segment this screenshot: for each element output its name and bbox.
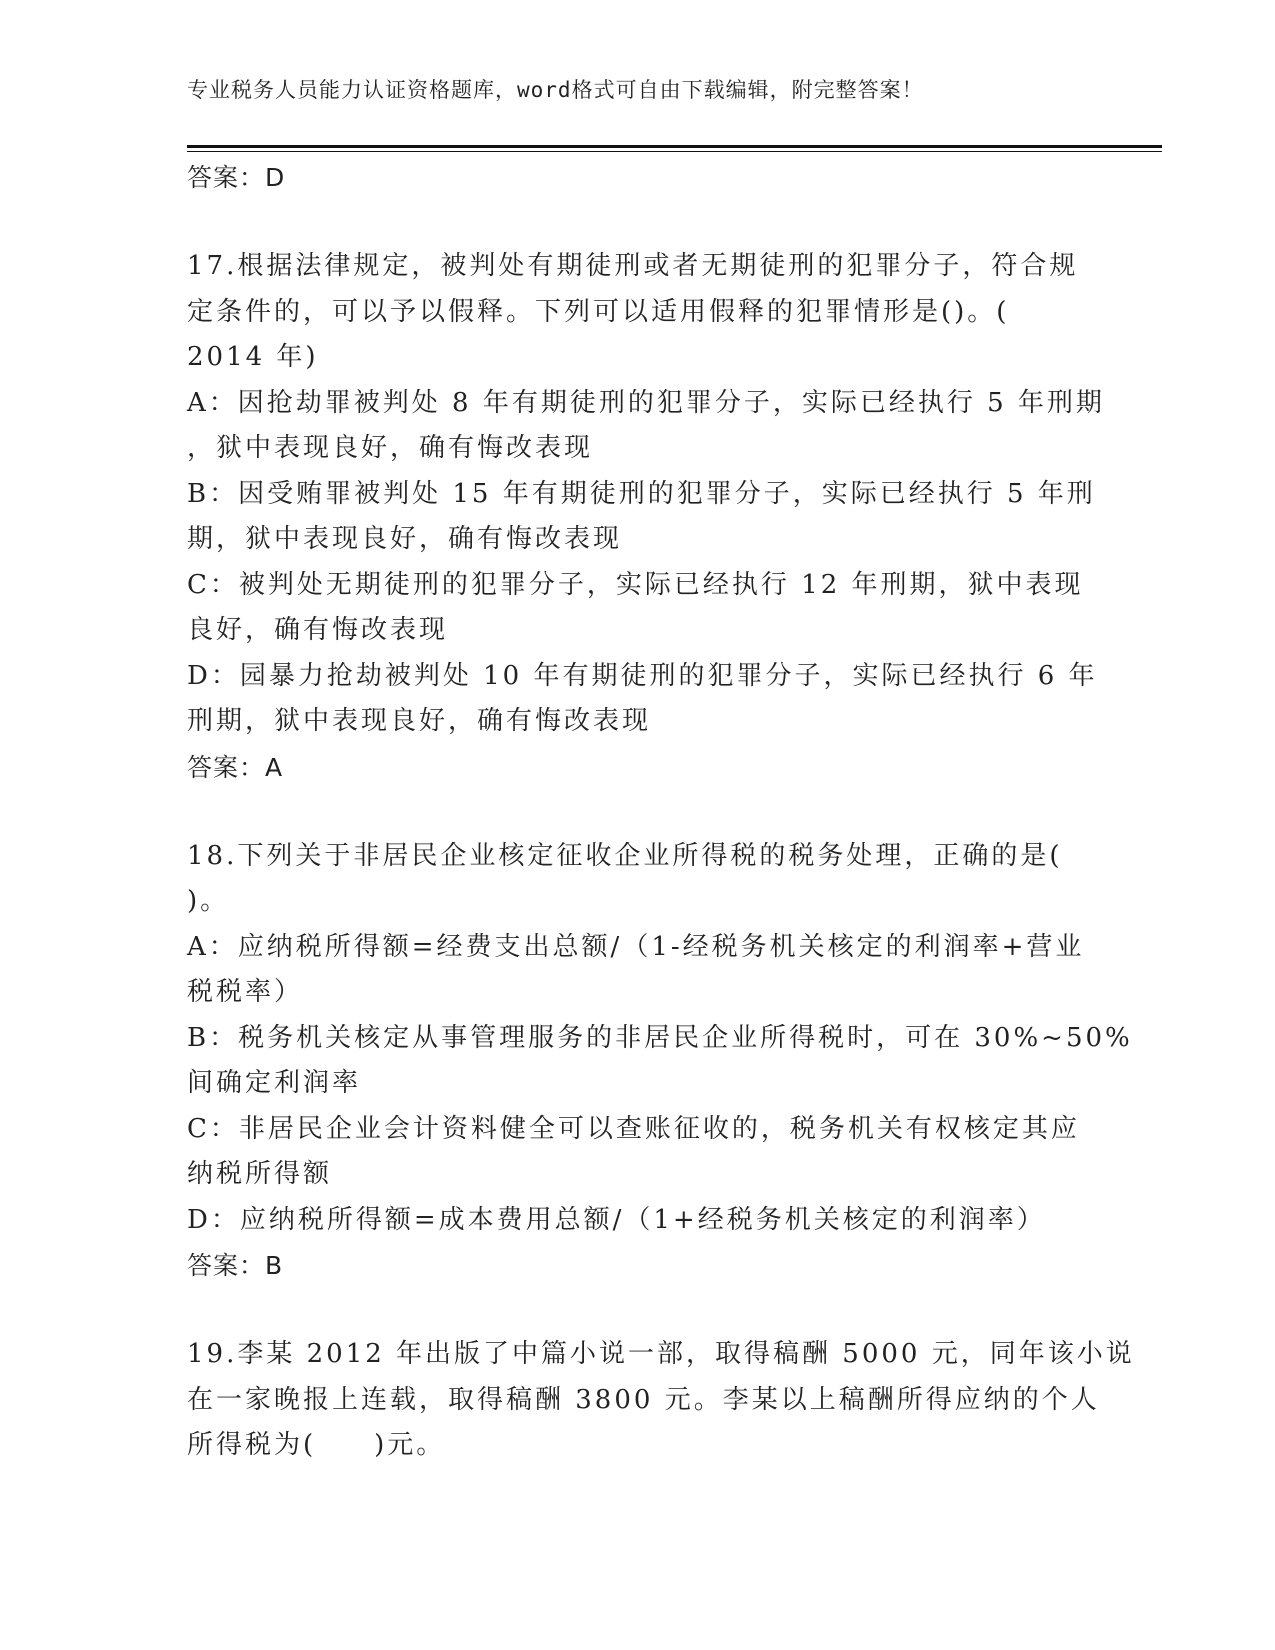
option-b-continued: 期，狱中表现良好，确有悔改表现	[187, 524, 623, 554]
option-d: D：应纳税所得额=成本费用总额/（1+经税务机关核定的利润率）	[187, 1204, 1046, 1235]
option-c-continued: 纳税所得额	[187, 1159, 333, 1189]
answer-line: 答案：A	[187, 752, 284, 782]
option-d-continued: 刑期，狱中表现良好，确有悔改表现	[187, 706, 652, 736]
question-text: 在一家晚报上连载，取得稿酬 3800 元。李某以上稿酬所得应纳的个人	[187, 1384, 1100, 1415]
spacer	[187, 201, 1087, 244]
question-text: 定条件的，可以予以假释。下列可以适用假释的犯罪情形是()。(	[187, 296, 1010, 327]
option-c: C：被判处无期徒刑的犯罪分子，实际已经执行 12 年刑期，狱中表现	[187, 569, 1084, 600]
option-c-continued: 良好，确有悔改表现	[187, 615, 449, 645]
answer-line: 答案：B	[187, 1251, 284, 1280]
question-18	[187, 834, 1133, 1290]
option-a: A：应纳税所得额=经费支出总额/（1-经税务机关核定的利润率+营业	[187, 931, 1085, 962]
option-a: A：因抢劫罪被判处 8 年有期徒刑的犯罪分子，实际已经执行 5 年刑期	[187, 387, 1105, 418]
question-text: )。	[187, 886, 230, 916]
option-c: C：非居民企业会计资料健全可以查账征收的，税务机关有权核定其应	[187, 1113, 1080, 1144]
option-b: B：因受贿罪被判处 15 年有期徒刑的犯罪分子，实际已经执行 5 年刑	[187, 478, 1096, 509]
spacer	[187, 1289, 1087, 1332]
option-a-continued: ，狱中表现良好，确有悔改表现	[187, 433, 594, 463]
page-header: 专业税务人员能力认证资格题库，word格式可自由下载编辑，附完整答案！	[187, 78, 924, 102]
header-rule-thick	[187, 145, 1162, 148]
question-text: 17.根据法律规定，被判处有期徒刑或者无期徒刑的犯罪分子，符合规	[187, 251, 1079, 281]
option-b-continued: 间确定利润率	[187, 1068, 362, 1098]
question-text: 18.下列关于非居民企业核定征收企业所得税的税务处理，正确的是(	[187, 840, 1063, 871]
option-a-continued: 税税率）	[187, 977, 304, 1007]
header-rule-thin	[187, 151, 1162, 152]
question-17	[187, 244, 1105, 791]
question-text: 2014 年)	[187, 342, 319, 372]
answer-line: 答案：D	[187, 163, 286, 192]
option-b: B：税务机关核定从事管理服务的非居民企业所得税时，可在 30%~50%	[187, 1022, 1133, 1053]
question-19	[187, 1332, 1135, 1469]
question-text: 19.李某 2012 年出版了中篇小说一部，取得稿酬 5000 元，同年该小说	[187, 1339, 1135, 1369]
document-body	[187, 155, 1135, 1469]
question-text: 所得税为( )元。	[187, 1430, 446, 1460]
spacer	[187, 791, 1087, 834]
option-d: D：园暴力抢劫被判处 10 年有期徒刑的犯罪分子，实际已经执行 6 年	[187, 660, 1098, 691]
